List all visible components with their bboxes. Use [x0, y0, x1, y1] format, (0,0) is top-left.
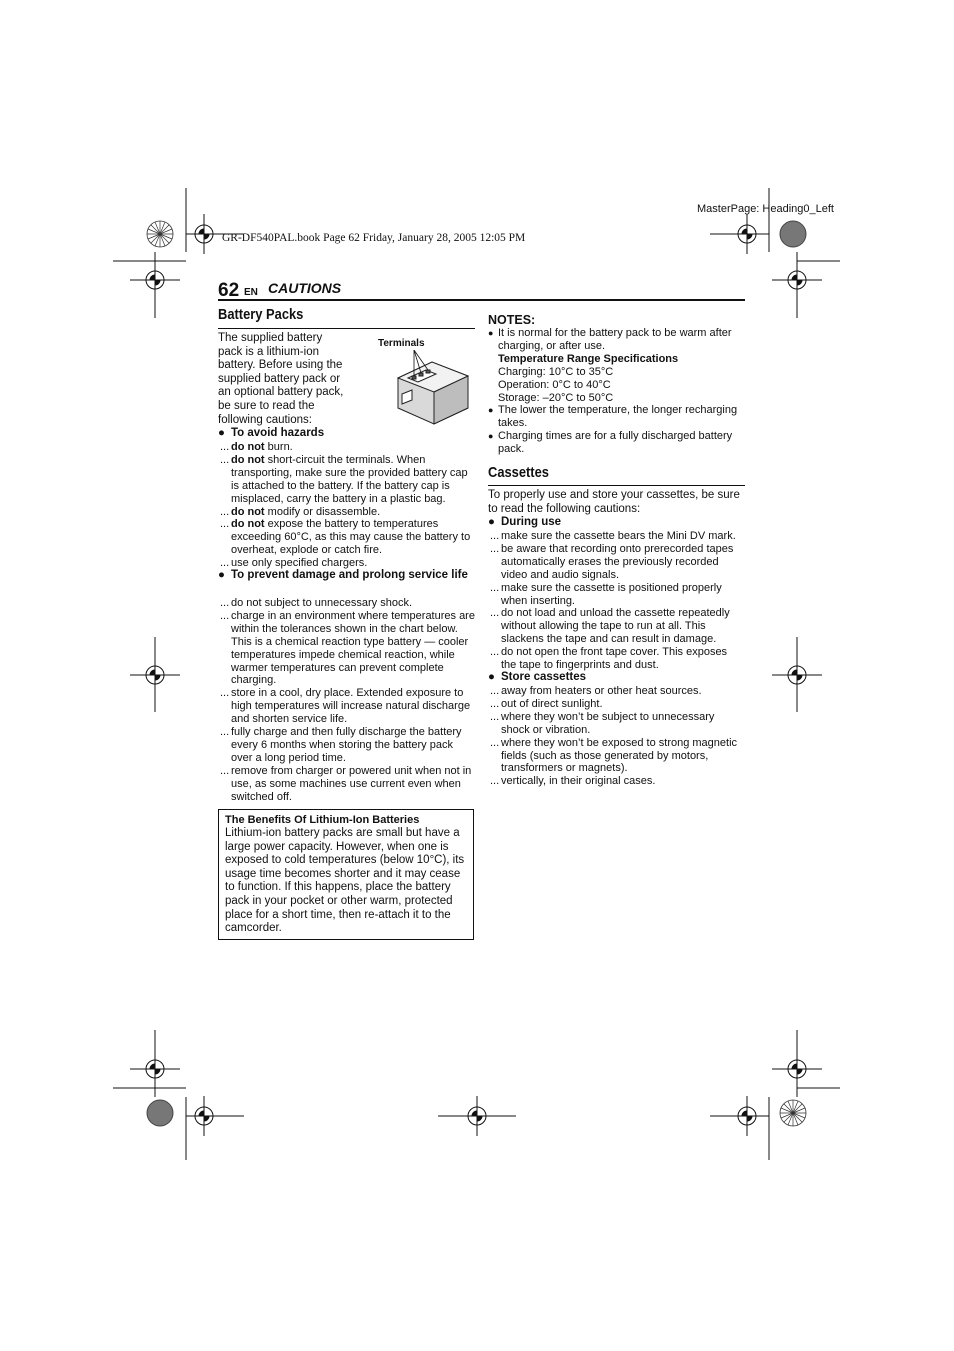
list-item: ... fully charge and then fully discharge the battery every 6 months when storing the battery pack over a long period time.	[220, 726, 462, 764]
list-item: ... do not expose the battery to temperatures exceeding 60°C, as this may cause the battery to overheat, explode or catch fire.	[220, 518, 471, 557]
cassettes-intro: To properly use and store your cassettes, be sure to read the following cautions:	[488, 489, 740, 515]
temp-line: Operation: 0°C to 40°C	[498, 378, 611, 391]
intro-line: following cautions:	[218, 413, 312, 426]
note-item: ● It is normal for the battery pack to be warm after charging, or after use.	[488, 327, 732, 352]
hazards-bullet	[218, 427, 324, 441]
list-item: ... be aware that recording onto prerecorded tapes automatically erases the previously recorded video and audio signals.	[490, 542, 734, 581]
notes-heading: NOTES:	[488, 313, 536, 327]
list-item: ... do not load and unload the cassette repeatedly without allowing the tape to run at all. This slackens the tape and can result in damage.	[490, 607, 730, 646]
during-use-title: During use	[501, 516, 562, 528]
notes-list	[488, 327, 744, 456]
note-item: ● Charging times are for a fully discharged battery pack.	[488, 430, 733, 456]
bullet-dot: ●	[218, 569, 225, 581]
intro-line: be sure to read the	[218, 399, 315, 412]
list-item: ... do not burn.	[220, 441, 293, 453]
list-item: ... vertically, in their original cases.	[490, 775, 656, 788]
section-title: CAUTIONS	[268, 280, 342, 296]
benefits-title: The Benefits Of Lithium-Ion Batteries	[225, 814, 420, 826]
list-item: ... out of direct sunlight.	[490, 697, 603, 710]
list-item: ... away from heaters or other heat sources.	[490, 685, 702, 697]
battery-intro	[218, 332, 368, 427]
temp-title: Temperature Range Specifications	[498, 352, 679, 365]
benefits-body: Lithium-ion battery packs are small but have a large power capacity. However, when one is exposed to cold temperatures (below 10°C), its usage time becomes shorter and it may cease to function. If this happens, place the battery pack in your pocket or other warm, protected place for a short time, then re-attach it to the camcorder.	[225, 827, 465, 935]
note-item: ● The lower the temperature, the longer recharging takes.	[488, 404, 738, 430]
intro-line: an optional battery pack,	[218, 386, 344, 399]
damage-title: To prevent damage and prolong service life	[231, 569, 468, 581]
battery-heading: Battery Packs	[218, 306, 304, 323]
book-info: GR-DF540PAL.book Page 62 Friday, January 28, 2005 12:05 PM	[222, 232, 526, 244]
list-item: ... do not modify or disassemble.	[220, 505, 381, 518]
intro-line: supplied battery pack or	[218, 372, 341, 385]
hazards-list	[218, 441, 475, 570]
list-item: ... do not subject to unnecessary shock.	[220, 597, 412, 609]
during-use-list	[488, 530, 745, 672]
hazards-title: To avoid hazards	[231, 427, 325, 439]
list-item: ... make sure the cassette bears the Mini DV mark.	[490, 530, 736, 542]
page-language: EN	[244, 287, 258, 298]
during-use-bullet	[488, 516, 561, 530]
list-item: ... where they won’t be subject to unnecessary shock or vibration.	[490, 710, 715, 736]
store-title: Store cassettes	[501, 671, 587, 683]
damage-bullet	[218, 569, 481, 583]
bullet-dot: ●	[488, 671, 495, 683]
benefits-box	[218, 809, 474, 940]
temp-line: Charging: 10°C to 35°C	[498, 365, 614, 378]
list-item: ... use only specified chargers.	[220, 557, 368, 570]
list-item: ... do not open the front tape cover. This exposes the tape to fingerprints and dust.	[490, 646, 728, 672]
list-item: ... charge in an environment where temperatures are within the tolerances shown in the chart below. This is a chemical reaction type battery — cooler temperatures impede chemical reaction, while warmer temperatures can prevent complete charging.	[220, 609, 475, 687]
list-item: ... do not short-circuit the terminals. When transporting, make sure the provided battery cap is attached to the battery. If the battery cap is misplaced, carry the battery in a plastic bag.	[220, 453, 468, 505]
list-item: ... remove from charger or powered unit when not in use, as some machines use current even when switched off.	[220, 764, 472, 803]
terminals-label: Terminals	[378, 338, 425, 349]
battery-rule	[218, 328, 475, 329]
intro-line: battery. Before using the	[218, 359, 343, 372]
page-header	[218, 280, 745, 301]
temp-line: Storage: –20°C to 50°C	[498, 391, 614, 404]
store-list	[488, 685, 745, 788]
cassettes-heading: Cassettes	[488, 464, 549, 481]
battery-pack-illustration	[390, 350, 476, 428]
page-number: 62	[218, 280, 240, 301]
list-item: ... where they won’t be exposed to strong magnetic fields (such as those generated by motors, transformers or magnets).	[490, 736, 738, 775]
masterpage-label: MasterPage: Heading0_Left	[697, 203, 834, 215]
bullet-dot: ●	[488, 516, 495, 528]
bullet-dot: ●	[218, 427, 225, 439]
list-item: ... make sure the cassette is positioned properly when inserting.	[490, 581, 722, 607]
list-item: ... store in a cool, dry place. Extended exposure to high temperatures will increase natural discharge and shorten service life.	[220, 687, 471, 726]
cassettes-rule	[488, 485, 745, 486]
damage-list	[218, 597, 475, 804]
intro-line: The supplied battery	[218, 332, 323, 344]
store-bullet	[488, 671, 586, 685]
intro-line: pack is a lithium-ion	[218, 345, 319, 358]
